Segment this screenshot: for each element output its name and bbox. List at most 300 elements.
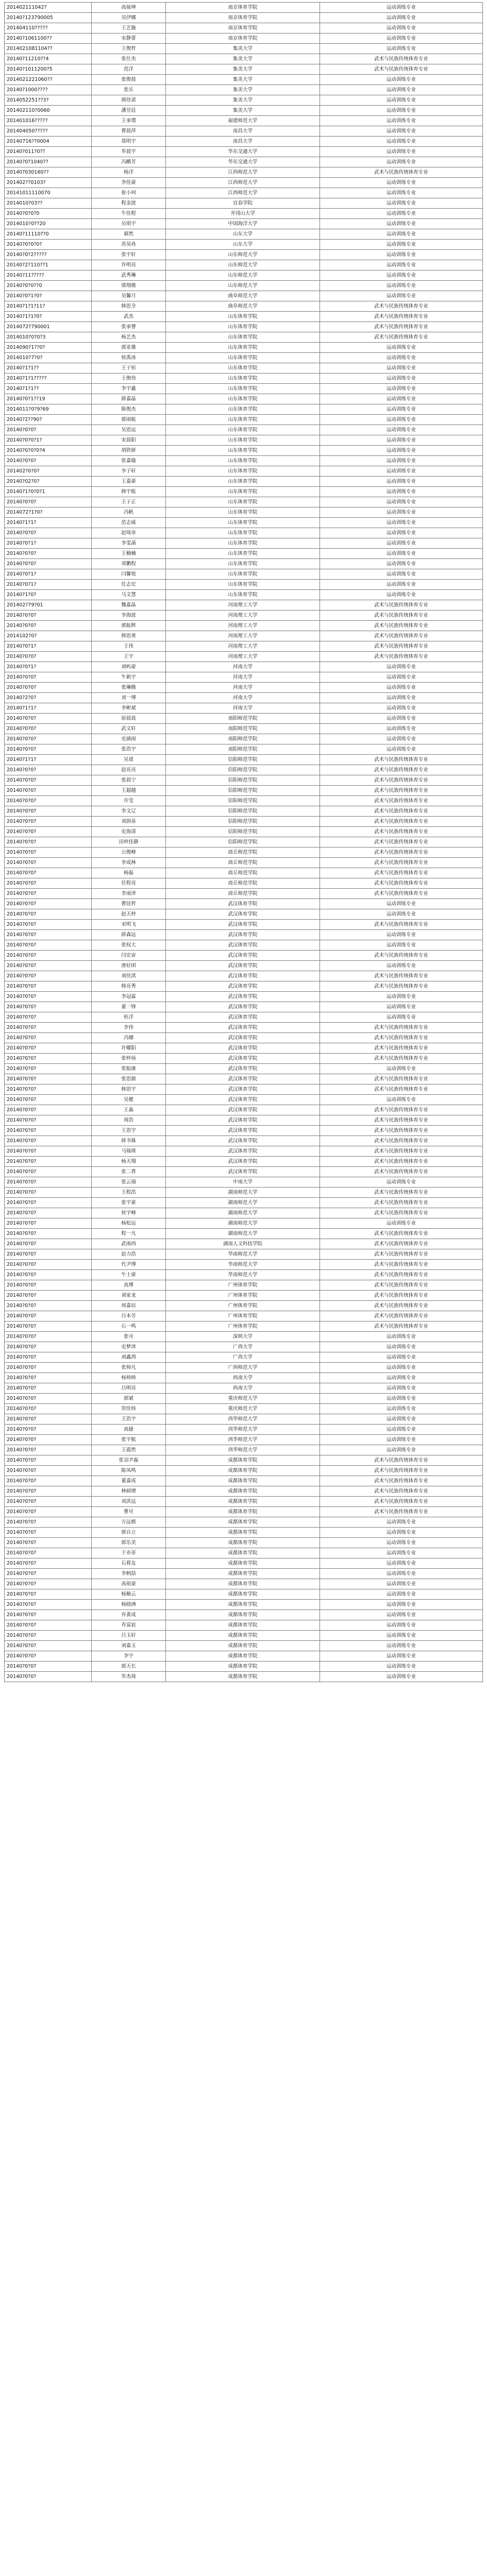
cell-name: 张梓扬	[92, 1054, 166, 1064]
cell-school: 成都体育学院	[166, 1466, 320, 1476]
cell-exam-id: 20140?0?0?	[5, 724, 92, 734]
cell-major: 运动训练专业	[320, 1445, 483, 1455]
cell-name: 代尹博	[92, 1260, 166, 1270]
cell-school: 商丘师范学院	[166, 868, 320, 878]
cell-major: 武术与民族传统体育专业	[320, 1157, 483, 1167]
cell-major: 运动训练专业	[320, 75, 483, 85]
cell-major: 武术与民族传统体育专业	[320, 1208, 483, 1218]
cell-school: 山东体育学院	[166, 518, 320, 528]
table-row	[5, 1270, 483, 1280]
cell-major: 武术与民族传统体育专业	[320, 1455, 483, 1466]
cell-name: 张帅凡	[92, 1363, 166, 1373]
cell-name: 方远棋	[92, 1517, 166, 1528]
table-row	[5, 1620, 483, 1631]
cell-exam-id: 20140?0?0?	[5, 1084, 92, 1095]
cell-name: 宋晨阳	[92, 435, 166, 446]
table-row	[5, 1198, 483, 1208]
cell-exam-id: 20140?11?????	[5, 270, 92, 281]
cell-name: 郭振辉	[92, 621, 166, 631]
cell-school: 福建师范大学	[166, 116, 320, 126]
cell-name: 史梦泽	[92, 1342, 166, 1352]
table-row	[5, 137, 483, 147]
table-row	[5, 332, 483, 343]
cell-major: 武术与民族传统体育专业	[320, 1023, 483, 1033]
table-row	[5, 1569, 483, 1579]
cell-exam-id: 20140?0?0?	[5, 1002, 92, 1012]
cell-name: 王子正	[92, 497, 166, 507]
cell-exam-id: 20140?02?0?	[5, 477, 92, 487]
cell-exam-id: 20140?1?1?	[5, 518, 92, 528]
cell-name: 曹晨萍	[92, 126, 166, 137]
cell-major: 运动训练专业	[320, 580, 483, 590]
cell-name: 王淼	[92, 1105, 166, 1115]
cell-major: 武术与民族传统体育专业	[320, 1043, 483, 1054]
cell-exam-id: 20140?0?0?	[5, 765, 92, 775]
cell-major: 运动训练专业	[320, 1095, 483, 1105]
cell-exam-id: 20140?0?0?	[5, 1641, 92, 1651]
cell-exam-id: 20140?0?0?	[5, 1363, 92, 1373]
cell-school: 河南理工大学	[166, 631, 320, 641]
table-row	[5, 1126, 483, 1136]
cell-major: 武术与民族传统体育专业	[320, 827, 483, 837]
cell-exam-id: 20140?0?2?????	[5, 250, 92, 260]
cell-exam-id: 20140?1?1??	[5, 384, 92, 394]
cell-exam-id: 20140?0?1?	[5, 662, 92, 672]
cell-major: 运动训练专业	[320, 260, 483, 270]
cell-name: 杨磊	[92, 868, 166, 878]
cell-school: 山东体育学院	[166, 332, 320, 343]
table-row	[5, 1074, 483, 1084]
cell-school: 成都体育学院	[166, 1548, 320, 1558]
table-row	[5, 1033, 483, 1043]
cell-exam-id: 20140?0?0?	[5, 930, 92, 940]
cell-major: 运动训练专业	[320, 1631, 483, 1641]
cell-major: 运动训练专业	[320, 3, 483, 13]
cell-exam-id: 201402?79?01	[5, 600, 92, 611]
cell-major: 运动训练专业	[320, 415, 483, 425]
cell-exam-id: 20140?0?0?	[5, 1631, 92, 1641]
cell-major: 运动训练专业	[320, 1651, 483, 1662]
cell-name: 林炳增	[92, 1486, 166, 1497]
cell-school: 集美大学	[166, 95, 320, 106]
cell-major: 运动训练专业	[320, 683, 483, 693]
table-row	[5, 75, 483, 85]
cell-exam-id: 20140?0?0?	[5, 1115, 92, 1126]
cell-exam-id: 20140?0?0?	[5, 1188, 92, 1198]
cell-major: 武术与民族传统体育专业	[320, 775, 483, 786]
cell-major: 运动训练专业	[320, 209, 483, 219]
table-row	[5, 3, 483, 13]
table-row	[5, 848, 483, 858]
cell-major: 武术与民族传统体育专业	[320, 1188, 483, 1198]
cell-school: 武汉体育学院	[166, 1033, 320, 1043]
cell-name: 陈凤鸣	[92, 1466, 166, 1476]
cell-major: 武术与民族传统体育专业	[320, 786, 483, 796]
cell-school: 河南大学	[166, 672, 320, 683]
cell-school: 河南理工大学	[166, 652, 320, 662]
cell-exam-id: 20140?0?0?	[5, 775, 92, 786]
cell-exam-id: 20140?0?0?	[5, 1662, 92, 1672]
cell-school: 成都体育学院	[166, 1579, 320, 1589]
cell-exam-id: 20140?0?0?	[5, 1260, 92, 1270]
cell-major: 武术与民族传统体育专业	[320, 332, 483, 343]
cell-exam-id: 2014072?790001	[5, 322, 92, 332]
cell-name: 薛书姝	[92, 1136, 166, 1146]
cell-name: 张宇豪	[92, 1198, 166, 1208]
cell-exam-id: 20140?0?0?	[5, 549, 92, 559]
cell-name: 赵力浩	[92, 1249, 166, 1260]
cell-exam-id: 20140?0?0?0?4	[5, 446, 92, 456]
cell-school: 武汉体育学院	[166, 1167, 320, 1177]
cell-name: 武杰	[92, 312, 166, 322]
cell-major: 运动训练专业	[320, 1579, 483, 1589]
cell-name: 李雨泽	[92, 889, 166, 899]
cell-exam-id: 20140?2?110??1	[5, 260, 92, 270]
cell-exam-id: 20140?0?0?	[5, 1023, 92, 1033]
cell-school: 山东体育学院	[166, 569, 320, 580]
cell-school: 西华师范大学	[166, 1414, 320, 1425]
cell-major: 武术与民族传统体育专业	[320, 755, 483, 765]
cell-exam-id: 20140?0?0?	[5, 971, 92, 981]
table-row	[5, 1136, 483, 1146]
cell-name: 刘润泉	[92, 817, 166, 827]
table-row	[5, 1466, 483, 1476]
cell-major: 武术与民族传统体育专业	[320, 1507, 483, 1517]
cell-exam-id: 20140?0?0?	[5, 1291, 92, 1301]
cell-major: 武术与民族传统体育专业	[320, 1280, 483, 1291]
cell-name: 张嘉璇	[92, 456, 166, 466]
cell-school: 信阳师范学院	[166, 817, 320, 827]
cell-school: 山东体育学院	[166, 343, 320, 353]
cell-school: 山东体育学院	[166, 415, 320, 425]
cell-name: 曹可	[92, 1507, 166, 1517]
cell-school: 西华师范大学	[166, 1425, 320, 1435]
cell-school: 武汉体育学院	[166, 961, 320, 971]
cell-school: 中国海洋大学	[166, 219, 320, 229]
cell-name: 冯娜	[92, 1033, 166, 1043]
cell-exam-id: 20140?0?0?	[5, 1394, 92, 1404]
cell-major: 运动训练专业	[320, 116, 483, 126]
cell-school: 信阳师范学院	[166, 837, 320, 848]
cell-major: 运动训练专业	[320, 240, 483, 250]
cell-major: 运动训练专业	[320, 229, 483, 240]
cell-major: 运动训练专业	[320, 703, 483, 714]
cell-major: 运动训练专业	[320, 1425, 483, 1435]
cell-exam-id: 20140?1?1?	[5, 755, 92, 765]
cell-school: 南阳师范学院	[166, 724, 320, 734]
cell-major: 运动训练专业	[320, 466, 483, 477]
cell-exam-id: 201401016?????	[5, 116, 92, 126]
cell-name: 李子轩	[92, 466, 166, 477]
table-row	[5, 229, 483, 240]
cell-major: 运动训练专业	[320, 188, 483, 198]
cell-major: 运动训练专业	[320, 507, 483, 518]
table-row	[5, 281, 483, 291]
cell-major: 运动训练专业	[320, 1569, 483, 1579]
cell-name: 韩思勇	[92, 631, 166, 641]
cell-exam-id: 20140?0?0?	[5, 1239, 92, 1249]
cell-name: 韩亮秀	[92, 981, 166, 992]
cell-exam-id: 20140?0?0?	[5, 1558, 92, 1569]
cell-name: 张琳腾	[92, 683, 166, 693]
cell-major: 武术与民族传统体育专业	[320, 600, 483, 611]
cell-exam-id: 20140?0?0?	[5, 1043, 92, 1054]
cell-exam-id: 2014072?1?0?	[5, 507, 92, 518]
cell-school: 山东体育学院	[166, 374, 320, 384]
table-row	[5, 1528, 483, 1538]
cell-exam-id: 20140?0?0?	[5, 1218, 92, 1229]
table-row	[5, 590, 483, 600]
cell-name: 张浩宇	[92, 744, 166, 755]
cell-school: 成都体育学院	[166, 1538, 320, 1548]
cell-exam-id: 20140?1061100??	[5, 33, 92, 44]
cell-exam-id: 20140?1?1?0?	[5, 312, 92, 322]
cell-exam-id: 20140?0?0?	[5, 920, 92, 930]
cell-name: 范洋	[92, 64, 166, 75]
table-row	[5, 631, 483, 641]
cell-exam-id: 20140?11110??0	[5, 229, 92, 240]
cell-school: 山东师范大学	[166, 270, 320, 281]
cell-exam-id: 20140?0?1?	[5, 641, 92, 652]
cell-name: 宋明飞	[92, 920, 166, 930]
cell-school: 广州体育学院	[166, 1280, 320, 1291]
table-row	[5, 1548, 483, 1558]
cell-major: 武术与民族传统体育专业	[320, 1033, 483, 1043]
cell-school: 武汉体育学院	[166, 981, 320, 992]
cell-major: 运动训练专业	[320, 250, 483, 260]
table-body	[5, 3, 483, 1682]
cell-school: 山东体育学院	[166, 353, 320, 363]
table-row	[5, 703, 483, 714]
cell-exam-id: 2014011?0?9?69	[5, 404, 92, 415]
table-row	[5, 219, 483, 229]
cell-name: 吴健	[92, 1095, 166, 1105]
cell-exam-id: 20140?0?0?	[5, 1569, 92, 1579]
table-row	[5, 322, 483, 332]
table-row	[5, 1301, 483, 1311]
table-row	[5, 487, 483, 497]
cell-major: 运动训练专业	[320, 518, 483, 528]
cell-exam-id: 20140?0?0?	[5, 1600, 92, 1610]
cell-major: 运动训练专业	[320, 13, 483, 23]
cell-exam-id: 20140?011?0??	[5, 147, 92, 157]
table-row	[5, 497, 483, 507]
table-row	[5, 1291, 483, 1301]
table-row	[5, 775, 483, 786]
cell-name: 侯宇峰	[92, 1208, 166, 1218]
cell-school: 湖南人文科技学院	[166, 1239, 320, 1249]
cell-school: 深圳大学	[166, 1332, 320, 1342]
cell-school: 武汉体育学院	[166, 1054, 320, 1064]
cell-school: 山东师范大学	[166, 281, 320, 291]
table-row	[5, 507, 483, 518]
cell-exam-id: 20140?0?0?	[5, 734, 92, 744]
cell-school: 武汉体育学院	[166, 940, 320, 951]
cell-major: 运动训练专业	[320, 487, 483, 497]
cell-exam-id: 20140?1?0?0?1	[5, 487, 92, 497]
cell-major: 武术与民族传统体育专业	[320, 848, 483, 858]
cell-major: 运动训练专业	[320, 559, 483, 569]
cell-name: 任志宏	[92, 580, 166, 590]
table-row	[5, 13, 483, 23]
table-row	[5, 806, 483, 817]
cell-school: 山东体育学院	[166, 538, 320, 549]
cell-name: 张思源	[92, 1074, 166, 1084]
cell-name: 武秀琳	[92, 270, 166, 281]
cell-major: 运动训练专业	[320, 662, 483, 672]
cell-major: 武术与民族传统体育专业	[320, 1239, 483, 1249]
cell-school: 山东体育学院	[166, 322, 320, 332]
table-row	[5, 1260, 483, 1270]
table-row	[5, 1445, 483, 1455]
cell-major: 运动训练专业	[320, 1435, 483, 1445]
table-row	[5, 250, 483, 260]
table-row	[5, 1352, 483, 1363]
table-row	[5, 157, 483, 167]
cell-exam-id: 20140?0?0?	[5, 1270, 92, 1280]
cell-major: 运动训练专业	[320, 1620, 483, 1631]
cell-name: 王艺璇	[92, 23, 166, 33]
cell-exam-id: 20140?0?1?	[5, 580, 92, 590]
table-row	[5, 106, 483, 116]
cell-exam-id: 201402110?0060	[5, 106, 92, 116]
table-row	[5, 1641, 483, 1651]
cell-exam-id: 2014010?0?0?3	[5, 332, 92, 343]
cell-school: 重庆师范大学	[166, 1404, 320, 1414]
table-row	[5, 1105, 483, 1115]
cell-major: 运动训练专业	[320, 1342, 483, 1352]
cell-exam-id: 20140?0?0?	[5, 1157, 92, 1167]
cell-school: 广州体育学院	[166, 1321, 320, 1332]
cell-school: 山东体育学院	[166, 559, 320, 569]
cell-exam-id: 2014090?1??0?	[5, 343, 92, 353]
cell-exam-id: 20140?0?0?	[5, 837, 92, 848]
cell-exam-id: 201402111042?	[5, 3, 92, 13]
cell-name: 侯禹冰	[92, 353, 166, 363]
cell-name: 吴伊娜	[92, 13, 166, 23]
cell-school: 武汉体育学院	[166, 1074, 320, 1084]
table-row	[5, 54, 483, 64]
cell-name: 乔富宸	[92, 1620, 166, 1631]
cell-major: 运动训练专业	[320, 1672, 483, 1682]
cell-major: 运动训练专业	[320, 404, 483, 415]
table-row	[5, 672, 483, 683]
cell-school: 湖南师范大学	[166, 1218, 320, 1229]
table-row	[5, 147, 483, 157]
cell-name: 吴琪宇	[92, 219, 166, 229]
cell-exam-id: 20140?0?0?	[5, 889, 92, 899]
cell-name: 周浩	[92, 1115, 166, 1126]
cell-name: 郭亚雄	[92, 343, 166, 353]
cell-name: 杨洋	[92, 167, 166, 178]
table-row	[5, 1373, 483, 1383]
cell-exam-id: 20140?0?0?	[5, 1136, 92, 1146]
cell-exam-id: 20140?0?0?	[5, 1373, 92, 1383]
cell-major: 运动训练专业	[320, 85, 483, 95]
cell-name: 杜洋	[92, 1012, 166, 1023]
cell-exam-id: 20140?1?1??	[5, 363, 92, 374]
cell-exam-id: 20140?1?1?	[5, 703, 92, 714]
table-row	[5, 724, 483, 734]
cell-exam-id: 20140?0?0?	[5, 1321, 92, 1332]
cell-major: 武术与民族传统体育专业	[320, 878, 483, 889]
table-row	[5, 1610, 483, 1620]
cell-exam-id: 2014052251??3?	[5, 95, 92, 106]
cell-major: 运动训练专业	[320, 940, 483, 951]
cell-school: 信阳师范学院	[166, 786, 320, 796]
cell-name: 石将友	[92, 1558, 166, 1569]
table-row	[5, 1662, 483, 1672]
cell-school: 成都体育学院	[166, 1641, 320, 1651]
table-row	[5, 621, 483, 631]
cell-major: 运动训练专业	[320, 497, 483, 507]
cell-school: 河南大学	[166, 703, 320, 714]
cell-school: 南昌大学	[166, 126, 320, 137]
cell-school: 武汉体育学院	[166, 951, 320, 961]
cell-name: 李伟	[92, 1023, 166, 1033]
cell-name: 李彬斌	[92, 703, 166, 714]
cell-name: 王俊哲	[92, 44, 166, 54]
cell-school: 信阳师范学院	[166, 827, 320, 837]
cell-school: 河南大学	[166, 693, 320, 703]
cell-exam-id: 20140?0?0?	[5, 899, 92, 909]
table-row	[5, 198, 483, 209]
cell-major: 运动训练专业	[320, 1610, 483, 1620]
table-row	[5, 569, 483, 580]
table-row	[5, 1517, 483, 1528]
cell-school: 武汉体育学院	[166, 1095, 320, 1105]
table-row	[5, 1084, 483, 1095]
cell-school: 武汉体育学院	[166, 1136, 320, 1146]
cell-exam-id: 20140?0?0?	[5, 1579, 92, 1589]
cell-name: 韩思全	[92, 301, 166, 312]
table-row	[5, 1280, 483, 1291]
cell-name: 韩宇航	[92, 487, 166, 497]
cell-major: 运动训练专业	[320, 23, 483, 33]
cell-name: 唐好团	[92, 961, 166, 971]
cell-school: 成都体育学院	[166, 1507, 320, 1517]
cell-exam-id: 20140?0?0?0	[5, 209, 92, 219]
cell-school: 武汉体育学院	[166, 920, 320, 930]
cell-exam-id: 20140?0?1?	[5, 538, 92, 549]
cell-exam-id: 20140?0?0?	[5, 940, 92, 951]
cell-major: 运动训练专业	[320, 744, 483, 755]
cell-name: 马瑞琪	[92, 1146, 166, 1157]
cell-major: 运动训练专业	[320, 569, 483, 580]
table-row	[5, 1043, 483, 1054]
cell-name: 梁翔骏	[92, 281, 166, 291]
cell-major: 运动训练专业	[320, 714, 483, 724]
cell-name: 张晨宁	[92, 775, 166, 786]
cell-exam-id: 20140?0?0?	[5, 1342, 92, 1352]
cell-school: 广州体育学院	[166, 1311, 320, 1321]
cell-name: 董嘉成	[92, 1476, 166, 1486]
cell-school: 成都体育学院	[166, 1600, 320, 1610]
cell-school: 华东交通大学	[166, 147, 320, 157]
cell-exam-id: 2014010?0??20	[5, 219, 92, 229]
cell-major: 运动训练专业	[320, 126, 483, 137]
table-row	[5, 1146, 483, 1157]
cell-name: 许耀阳	[92, 1043, 166, 1054]
cell-exam-id: 2014102?0?	[5, 631, 92, 641]
cell-major: 武术与民族传统体育专业	[320, 951, 483, 961]
cell-name: 贺佳炜	[92, 1404, 166, 1414]
table-row	[5, 1476, 483, 1486]
cell-name: 魏嘉晶	[92, 600, 166, 611]
cell-exam-id: 20140?0?0?	[5, 1301, 92, 1311]
cell-school: 信阳师范学院	[166, 765, 320, 775]
cell-name: 牛士豪	[92, 1270, 166, 1280]
